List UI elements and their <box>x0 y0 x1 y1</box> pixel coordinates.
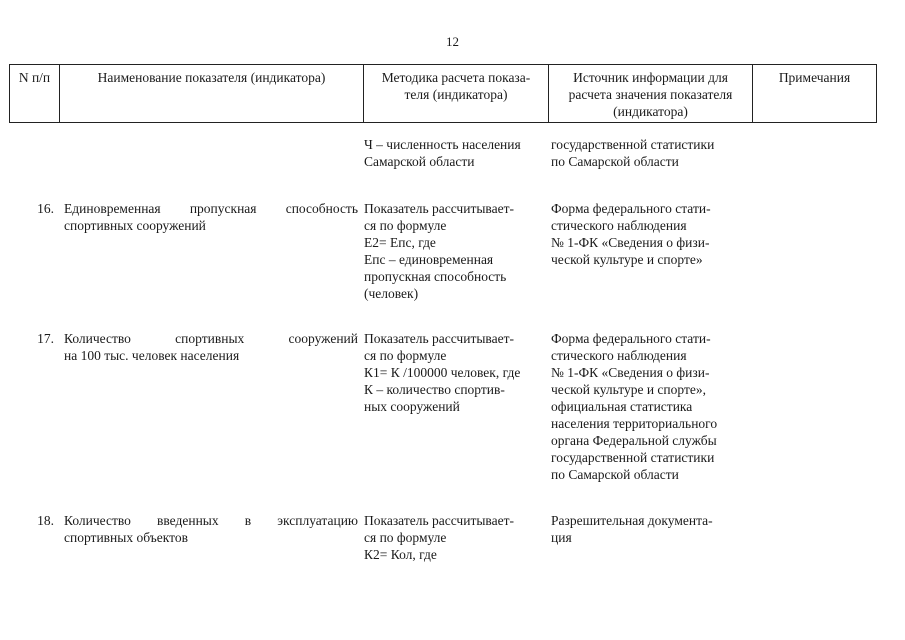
source-line: Форма федерального стати- <box>551 201 711 216</box>
method-line: Е2= Епс, где <box>364 235 436 250</box>
calculation-method <box>364 330 548 415</box>
continuation-source-line: государственной статистики <box>551 137 715 152</box>
source-line: ческой культуре и спорте», <box>551 382 706 397</box>
source-line: населения территориального <box>551 416 718 431</box>
method-line: Епс – единовременная <box>364 252 494 267</box>
page-number: 12 <box>446 34 459 49</box>
source-line: стического наблюдения <box>551 218 687 233</box>
continuation-source <box>551 136 751 170</box>
calculation-method <box>364 512 548 563</box>
source-line: органа Федеральной службы <box>551 433 717 448</box>
continuation-source-line: по Самарской области <box>551 154 679 169</box>
continuation-method-line: Самарской области <box>364 154 475 169</box>
method-line: Показатель рассчитывает- <box>364 331 514 346</box>
source-line: № 1-ФК «Сведения о физи- <box>551 235 710 250</box>
source-line: стического наблюдения <box>551 348 687 363</box>
source-line: официальная статистика <box>551 399 693 414</box>
method-line: Показатель рассчитывает- <box>364 201 514 216</box>
header-information-source <box>549 65 753 123</box>
method-line: К – количество спортив- <box>364 382 505 397</box>
continuation-method-line: Ч – численность населения <box>364 137 521 152</box>
header-source-line-1: Источник информации для <box>573 70 728 85</box>
method-line: К1= К /100000 человек, где <box>364 365 521 380</box>
header-calculation-method <box>364 65 549 123</box>
method-line: пропускная способность <box>364 269 507 284</box>
method-line: ся по формуле <box>364 530 447 545</box>
information-source <box>551 330 751 483</box>
indicator-name-line: спортивных объектов <box>64 530 188 545</box>
indicator-name-line: Количество введенных в эксплуатацию <box>64 513 358 528</box>
source-line: ция <box>551 530 572 545</box>
row-number: 16. <box>37 201 54 216</box>
source-line: № 1-ФК «Сведения о физи- <box>551 365 710 380</box>
indicator-name-line: спортивных сооружений <box>64 218 206 233</box>
source-line: ческой культуре и спорте» <box>551 252 703 267</box>
indicator-table-header <box>9 64 877 123</box>
indicator-name <box>64 200 358 234</box>
header-source-line-3: (индикатора) <box>613 104 688 119</box>
information-source <box>551 200 751 268</box>
indicator-name <box>64 330 358 364</box>
information-source <box>551 512 751 546</box>
method-line: ся по формуле <box>364 218 447 233</box>
header-method-line-1: Методика расчета показа- <box>381 70 531 85</box>
indicator-name-line: на 100 тыс. человек населения <box>64 348 240 363</box>
row-number: 17. <box>37 331 54 346</box>
header-notes: Примечания <box>753 65 877 123</box>
method-line: (человек) <box>364 286 419 301</box>
row-number: 18. <box>37 513 54 528</box>
method-line: ся по формуле <box>364 348 447 363</box>
method-line: Показатель рассчитывает- <box>364 513 514 528</box>
indicator-name <box>64 512 358 546</box>
indicator-name-line: Количество спортивных сооружений <box>64 331 358 346</box>
source-line: Форма федерального стати- <box>551 331 711 346</box>
indicator-name-line: Единовременная пропускная способность <box>64 201 358 216</box>
source-line: Разрешительная документа- <box>551 513 713 528</box>
source-line: по Самарской области <box>551 467 679 482</box>
header-source-line-2: расчета значения показателя <box>568 87 733 102</box>
method-line: К2= Кол, где <box>364 547 437 562</box>
source-line: государственной статистики <box>551 450 715 465</box>
method-line: ных сооружений <box>364 399 460 414</box>
header-indicator-name: Наименование показателя (индикатора) <box>60 65 364 123</box>
calculation-method <box>364 200 548 302</box>
continuation-method <box>364 136 548 170</box>
header-number: N п/п <box>10 65 60 123</box>
header-method-line-2: теля (индикатора) <box>404 87 508 102</box>
